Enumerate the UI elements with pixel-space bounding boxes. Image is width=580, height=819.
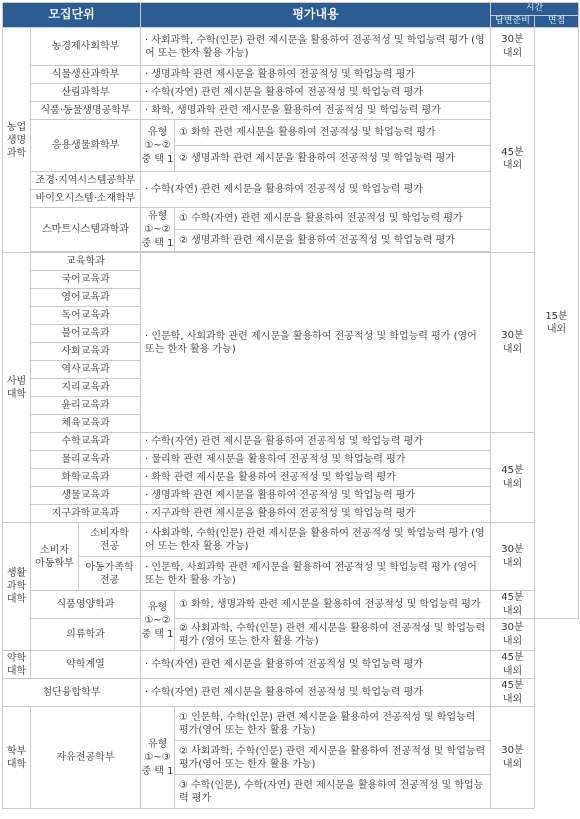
eval-agecon: · 사회과학, 수학(인문) 관련 제시문을 활용하여 전공적성 및 학업능력 평가 (영어 또는 한자 활용 가능): [141, 28, 491, 66]
prep-time: 30분 내외: [491, 523, 535, 591]
dept-appbio: 응용생물화학부: [31, 120, 141, 172]
option: ② 생명과학 관련 제시문을 활용하여 전공적성 및 학업능력 평가: [175, 230, 491, 252]
header-time: 시간: [491, 3, 579, 16]
dept-korean: 국어교육과: [31, 271, 141, 289]
dept-agecon: 농경제사회학부: [31, 28, 141, 66]
header-prep: 답변준비: [491, 15, 535, 28]
type-choice: 유형 ①~② 중 택 1: [141, 591, 175, 651]
dept-food: 식품·동물생명공학부: [31, 102, 141, 120]
dept-french: 불어교육과: [31, 325, 141, 343]
prep-time: 30분 내외: [491, 28, 535, 66]
college-edu: 사범 대학: [3, 253, 31, 523]
dept-chem: 화학교육과: [31, 469, 141, 487]
eval-child: · 인문학, 사회과학 관련 제시문을 활용하여 전공적성 및 학업능력 평가 (영어 또는 한자 활용 가능): [141, 557, 491, 591]
dept-ethics: 윤리교육과: [31, 397, 141, 415]
dept-physics: 물리교육과: [31, 451, 141, 469]
prep-time: 45분 내외: [491, 66, 535, 253]
option: ① 수학(자연) 관련 제시문을 활용하여 전공적성 및 학업능력 평가: [175, 208, 491, 230]
eval-plant: · 생명과학 관련 제시문을 활용하여 전공적성 및 학업능력 평가: [141, 66, 491, 84]
dept-liberal: 자유전공학부: [31, 707, 141, 809]
eval-landscape: · 수학(자연) 관련 제시문을 활용하여 전공적성 및 학업능력 평가: [141, 172, 491, 208]
dept-math: 수학교육과: [31, 433, 141, 451]
option: ① 화학 관련 제시문을 활용하여 전공적성 및 학업능력 평가: [175, 120, 491, 146]
college-pharm: 약학 대학: [3, 651, 31, 679]
eval-physics: · 물리학 관련 제시문을 활용하여 전공적성 및 학업능력 평가: [141, 451, 491, 469]
type-choice: 유형 ①~② 중 택 1: [141, 208, 175, 252]
eval-earth: · 지구과학 관련 제시문을 활용하여 전공적성 및 학업능력 평가: [141, 505, 491, 523]
prep-time: 30분 내외: [491, 253, 535, 433]
dept-nutrition: 식품영양학과: [31, 591, 141, 619]
dept-biosys: 바이오시스템·소재학부: [31, 190, 141, 208]
eval-consumer: · 사회과학, 수학(인문) 관련 제시문을 활용하여 전공적성 및 학업능력 평가 (영어 또는 한자 활용 가능): [141, 523, 491, 557]
header-interview: 면접: [535, 15, 579, 28]
dept-plant: 식물생산과학부: [31, 66, 141, 84]
college-ugrad: 학부 대학: [3, 707, 31, 809]
interview-time: 15분 내외: [535, 28, 579, 619]
prep-time: 30분 내외: [491, 707, 535, 809]
college-human: 생활 과학 대학: [3, 523, 31, 651]
college-agri: 농업 생명 과학: [3, 28, 31, 253]
major-child: 아동가족학 전공: [79, 557, 141, 591]
dept-forest: 산림과학부: [31, 84, 141, 102]
prep-time: 30분 내외: [491, 619, 535, 651]
option: ② 생명과학 관련 제시문을 활용하여 전공적성 및 학업능력 평가: [175, 146, 491, 172]
dept-geo: 지리교육과: [31, 379, 141, 397]
type-choice: 유형 ①~③ 중 택 1: [141, 707, 175, 809]
dept-pharmacy: 약학계열: [31, 651, 141, 679]
dept-german: 독어교육과: [31, 307, 141, 325]
type-choice: 유형 ①~② 중 택 1: [141, 120, 175, 172]
dept-pe: 체육교육과: [31, 415, 141, 433]
eval-convergence: · 수학(자연) 관련 제시문을 활용하여 전공적성 및 학업능력 평가: [141, 679, 491, 707]
prep-time: 45분 내외: [491, 433, 535, 523]
header-content: 평가내용: [141, 3, 491, 28]
prep-time: 45분 내외: [491, 651, 535, 679]
dept-english: 영어교육과: [31, 289, 141, 307]
eval-bio: · 생명과학 관련 제시문을 활용하여 전공적성 및 학업능력 평가: [141, 487, 491, 505]
prep-time: 45분 내외: [491, 591, 535, 619]
eval-food: · 화학, 생명과학 관련 제시문을 활용하여 전공적성 및 학업능력 평가: [141, 102, 491, 120]
header-unit: 모집단위: [3, 3, 141, 28]
dept-bio: 생물교육과: [31, 487, 141, 505]
dept-earth: 지구과학교육과: [31, 505, 141, 523]
prep-time: 45분 내외: [491, 679, 535, 707]
dept-edu: 교육학과: [31, 253, 141, 271]
option: ③ 수학(인문), 수학(자연) 관련 제시문을 활용하여 전공적성 및 학업능력 평가: [175, 775, 491, 809]
option: ② 사회과학, 수학(인문) 관련 제시문을 활용하여 전공적성 및 학업능력 평가(영어 또는 한자 활용 가능): [175, 741, 491, 775]
eval-chem: · 화학 관련 제시문을 활용하여 전공적성 및 학업능력 평가: [141, 469, 491, 487]
option: ① 인문학, 수학(인문) 관련 제시문을 활용하여 전공적성 및 학업능력 평가(영어 또는 한자 활용 가능): [175, 707, 491, 741]
dept-smart: 스마트시스템과학과: [31, 208, 141, 252]
option: ① 화학, 생명과학 관련 제시문을 활용하여 전공적성 및 학업능력 평가: [175, 591, 491, 619]
dept-social: 사회교육과: [31, 343, 141, 361]
eval-math: · 수학(자연) 관련 제시문을 활용하여 전공적성 및 학업능력 평가: [141, 433, 491, 451]
option: ② 사회과학, 수학(인문) 관련 제시문을 활용하여 전공적성 및 학업능력 평가 (영어 또는 한자 활용 가능): [175, 619, 491, 651]
eval-forest: · 수학(자연) 관련 제시문을 활용하여 전공적성 및 학업능력 평가: [141, 84, 491, 102]
eval-edu: · 인문학, 사회과학 관련 제시문을 활용하여 전공적성 및 학업능력 평가 (영어 또는 한자 활용 가능): [141, 253, 491, 433]
dept-consumer: 소비자 아동학부: [31, 523, 79, 591]
dept-clothing: 의류학과: [31, 619, 141, 651]
interview-table: [2, 2, 579, 809]
dept-convergence: 첨단융합학부: [3, 679, 141, 707]
major-consumer: 소비자학 전공: [79, 523, 141, 557]
dept-landscape: 조경·지역시스템공학부: [31, 172, 141, 190]
eval-pharmacy: · 수학(자연) 관련 제시문을 활용하여 전공적성 및 학업능력 평가: [141, 651, 491, 679]
dept-history: 역사교육과: [31, 361, 141, 379]
